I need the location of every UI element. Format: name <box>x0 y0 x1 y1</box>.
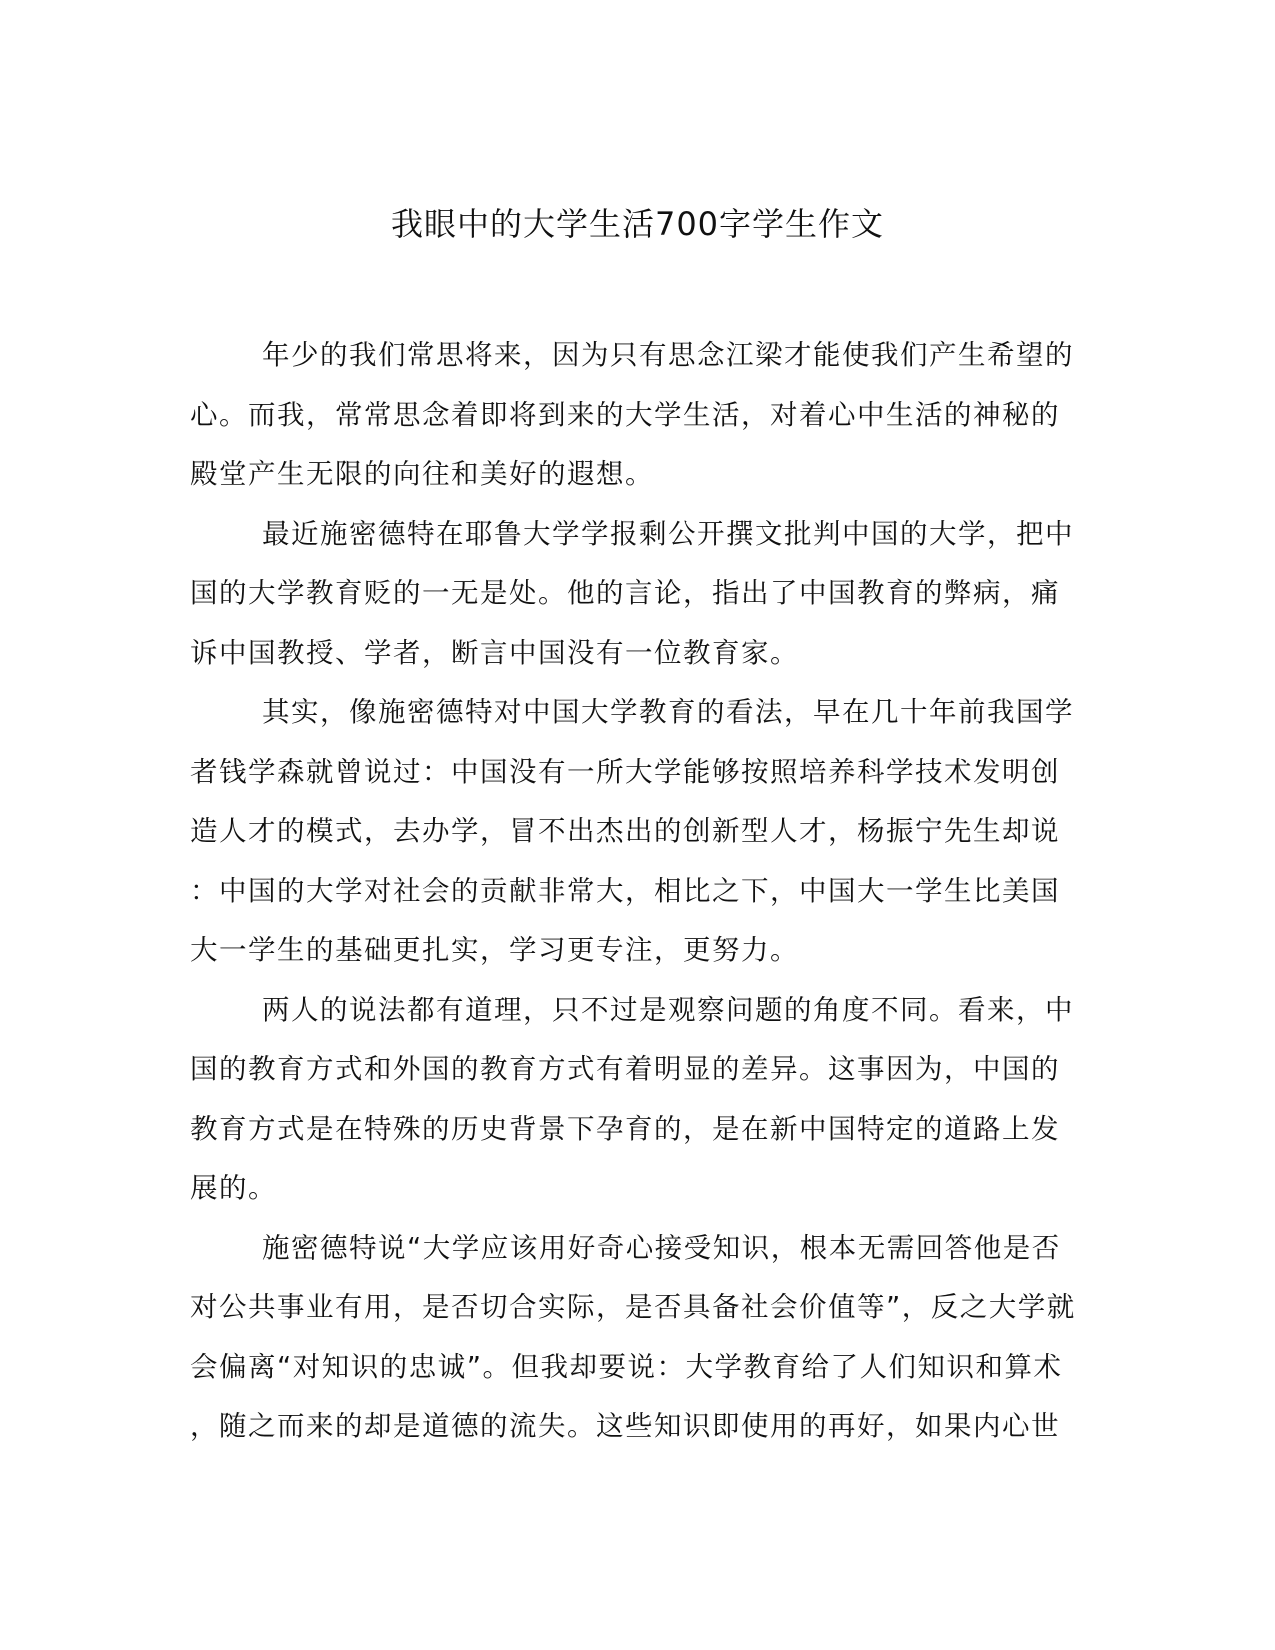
text-line: 最近施密德特在耶鲁大学学报剩公开撰文批判中国的大学，把中 <box>262 517 1074 550</box>
text-line: 两人的说法都有道理，只不过是观察问题的角度不同。看来，中 <box>262 993 1074 1026</box>
text-line: 国的教育方式和外国的教育方式有着明显的差异。这事因为，中国的 <box>190 1053 1060 1085</box>
text-line: 大一学生的基础更扎实，学习更专注，更努力。 <box>190 934 799 966</box>
text-line: 会偏离“对知识的忠诚”。但我却要说：大学教育给了人们知识和算术 <box>190 1350 1063 1383</box>
text-line: 其实，像施密德特对中国大学教育的看法，早在几十年前我国学 <box>262 696 1074 728</box>
text-line: ：中国的大学对社会的贡献非常大，相比之下，中国大一学生比美国 <box>190 874 1060 907</box>
text-line: 对公共事业有用，是否切合实际，是否具备社会价值等”，反之大学就 <box>190 1291 1076 1323</box>
document-body <box>190 326 1085 1636</box>
text-line: 诉中国教授、学者，断言中国没有一位教育家。 <box>190 636 799 669</box>
text-line: 施密德特说“大学应该用好奇心接受知识，根本无需回答他是否 <box>262 1231 1061 1264</box>
paragraph <box>190 505 1085 684</box>
text-line: 心。而我，常常思念着即将到来的大学生活，对着心中生活的神秘的 <box>190 398 1060 431</box>
paragraph <box>190 1219 1085 1457</box>
paragraph <box>190 981 1085 1219</box>
text-line: 造人才的模式，去办学，冒不出杰出的创新型人才，杨振宁先生却说 <box>190 815 1060 847</box>
document-title: 我眼中的大学生活700字学生作文 <box>390 205 885 243</box>
paragraph <box>190 326 1085 505</box>
text-line: 教育方式是在特殊的历史背景下孕育的，是在新中国特定的道路上发 <box>190 1112 1060 1145</box>
text-line: 殿堂产生无限的向往和美好的遐想。 <box>190 458 654 490</box>
text-line: 年少的我们常思将来，因为只有思念江梁才能使我们产生希望的 <box>262 339 1074 371</box>
text-line: 展的。 <box>190 1172 277 1204</box>
paragraph <box>190 683 1085 981</box>
text-line: ，随之而来的却是道德的流失。这些知识即使用的再好，如果内心世 <box>190 1410 1060 1442</box>
text-line: 国的大学教育贬的一无是处。他的言论，指出了中国教育的弊病，痛 <box>190 577 1060 609</box>
text-line: 者钱学森就曾说过：中国没有一所大学能够按照培养科学技术发明创 <box>190 755 1060 788</box>
